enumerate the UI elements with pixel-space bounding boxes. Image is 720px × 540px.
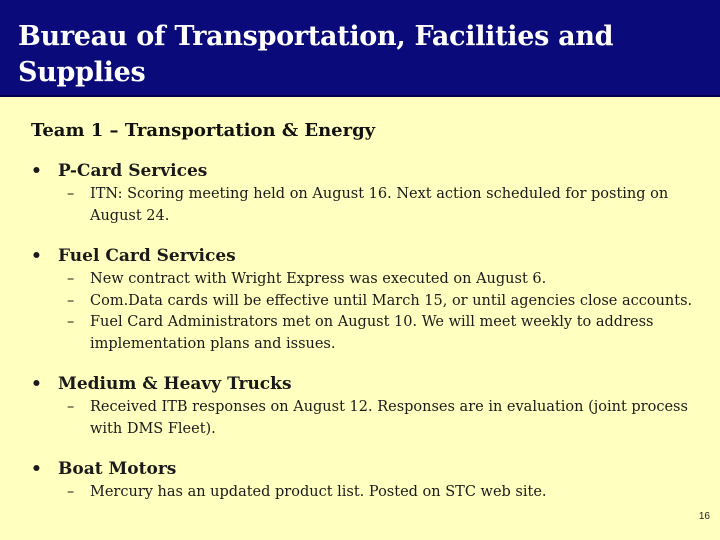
dash-icon: – [67, 484, 75, 500]
section-heading: Fuel Card Services [58, 246, 236, 266]
section-heading: P-Card Services [58, 161, 208, 181]
dash-icon: – [67, 399, 75, 415]
bullet-icon: • [31, 246, 42, 266]
sub-item [31, 184, 696, 227]
sub-item-text: ITN: Scoring meeting held on August 16. Next action scheduled for posting on August 24. [90, 186, 669, 224]
sub-item-text: Com.Data cards will be effective until March 15, or until agencies close accounts. [90, 292, 693, 309]
sub-item [31, 482, 696, 504]
sub-item-text: Fuel Card Administrators met on August 10. We will meet weekly to address implementation plans and issues. [90, 314, 654, 352]
dash-icon: – [67, 271, 75, 287]
page-number: 16 [698, 511, 710, 522]
sub-item-text: Received ITB responses on August 12. Responses are in evaluation (joint process with DMS Fleet). [90, 399, 688, 437]
bullet-icon: • [31, 459, 42, 479]
sub-item [31, 269, 696, 291]
dash-icon: – [67, 292, 75, 309]
bullet-icon: • [31, 161, 42, 181]
section-boat-motors [31, 456, 696, 504]
sub-item-text: Mercury has an updated product list. Posted on STC web site. [90, 484, 547, 500]
section-trucks [31, 371, 696, 440]
bullet-heading [31, 158, 696, 184]
section-p-card [31, 158, 696, 227]
slide-subtitle: Team 1 – Transportation & Energy [31, 120, 376, 141]
sub-item [31, 312, 696, 355]
bullet-heading [31, 371, 696, 397]
sub-item [31, 291, 696, 313]
section-heading: Boat Motors [58, 459, 177, 479]
bullet-icon: • [31, 374, 42, 394]
section-fuel-card [31, 243, 696, 355]
dash-icon: – [67, 314, 75, 330]
section-heading: Medium & Heavy Trucks [58, 374, 292, 394]
sub-item [31, 397, 696, 440]
dash-icon: – [67, 186, 75, 202]
sub-item-text: New contract with Wright Express was executed on August 6. [90, 271, 547, 287]
slide-title: Bureau of Transportation, Facilities and Supplies [18, 21, 614, 88]
bullet-heading [31, 456, 696, 482]
slide-content [31, 116, 696, 520]
title-bar [0, 0, 720, 97]
bullet-heading [31, 243, 696, 269]
